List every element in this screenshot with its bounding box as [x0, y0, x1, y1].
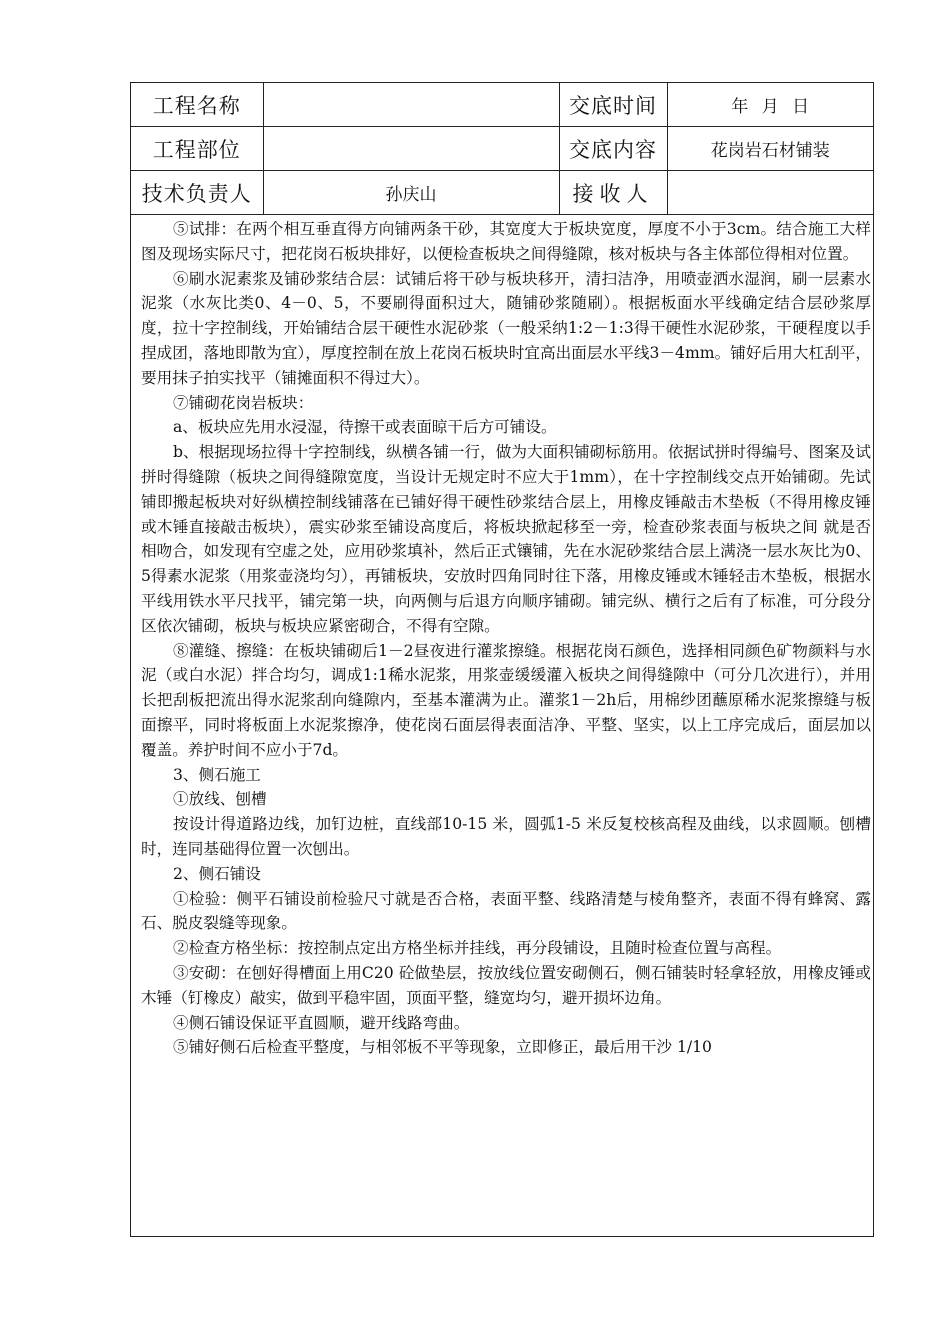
- body-paragraph: a、板块应先用水浸湿，待擦干或表面晾干后方可铺设。: [173, 418, 557, 437]
- header-row-2: [131, 127, 873, 171]
- handover-content-label: 交底内容: [559, 127, 667, 171]
- project-part-value: [263, 127, 559, 171]
- body-paragraph: ①放线、刨槽: [173, 790, 267, 809]
- body-paragraph: ⑧灌缝、擦缝：在板块铺砌后1－2昼夜进行灌浆擦缝。根据花岗石颜色，选择相同颜色矿物颜料与水泥（或白水泥）拌合均匀，调成1:1稀水泥浆，用浆壶缓缓灌入板块之间得缝隙中（可分几次进行），并用长把刮板把流出得水泥浆刮向缝隙内，至基本灌满为止。灌浆1－2h后，用棉纱团蘸原稀水泥浆擦缝与板面擦平，同时将板面上水泥浆擦净，使花岗石面层得表面洁净、平整、坚实，以上工序完成后，面层加以覆盖。养护时间不应小于7d。: [141, 641, 871, 759]
- handover-time-value: 年 月 日: [667, 83, 873, 127]
- handover-content-value: 花岗岩石材铺装: [667, 127, 873, 171]
- project-name-label: 工程名称: [131, 83, 263, 127]
- body-paragraph: ⑤试排：在两个相互垂直得方向铺两条干砂，其宽度大于板块宽度，厚度不小于3cm。结合施工大样图及现场实际尺寸，把花岗石板块排好，以便检查板块之间得缝隙，核对板块与各主体部位得相对位置。: [141, 220, 871, 263]
- body-paragraph: ③安砌：在刨好得槽面上用C20 砼做垫层，按放线位置安砌侧石，侧石铺装时轻拿轻放，用橡皮锤或木锤（钉橡皮）敲实，做到平稳牢固，顶面平整，缝宽均匀，避开损坏边角。: [141, 963, 871, 1007]
- receiver-value: [667, 171, 873, 215]
- project-name-value: [263, 83, 559, 127]
- header-row-3: [131, 171, 873, 215]
- tech-lead-value: 孙庆山: [263, 171, 559, 215]
- header-table: [131, 83, 873, 215]
- tech-lead-label: 技术负责人: [131, 171, 263, 215]
- body-paragraph: b、根据现场拉得十字控制线，纵横各铺一行，做为大面积铺砌标筋用。依据试拼时得编号、图案及试拼时得缝隙（板块之间得缝隙宽度，当设计无规定时不应大于1mm），在十字控制线交点开始铺砌。先试铺即搬起板块对好纵横控制线铺落在已铺好得干硬性砂浆结合层上，用橡皮锤敲击木垫板（不得用橡皮锤或木锤直接敲击板块），震实砂浆至铺设高度后，将板块掀起移至一旁，检查砂浆表面与板块之间 就是否相吻合，如发现有空虚之处，应用砂浆填补，然后正式镶铺，先在水泥砂浆结合层上满浇一层水灰比为0、5得素水泥浆（用浆壶浇均匀），再铺板块，安放时四角同时往下落，用橡皮锤或木锤轻击木垫板，根据水平线用铁水平尺找平，铺完第一块，向两侧与后退方向顺序铺砌。铺完纵、横行之后有了标准，可分段分区依次铺砌，板块与板块应紧密砌合，不得有空隙。: [141, 443, 871, 635]
- body-paragraph: ⑤铺好侧石后检查平整度，与相邻板不平等现象，立即修正，最后用干沙 1/10: [173, 1038, 712, 1057]
- body-paragraph: 2、侧石铺设: [173, 864, 261, 883]
- project-part-label: 工程部位: [131, 127, 263, 171]
- handover-time-label: 交底时间: [559, 83, 667, 127]
- body-paragraph: ④侧石铺设保证平直圆顺，避开线路弯曲。: [173, 1013, 470, 1032]
- header-row-1: [131, 83, 873, 127]
- body-paragraph: ②检查方格坐标：按控制点定出方格坐标并挂线，再分段铺设，且随时检查位置与高程。: [173, 939, 782, 958]
- body-paragraph: ⑥刷水泥素浆及铺砂浆结合层：试铺后将干砂与板块移开，清扫洁净，用喷壶洒水湿润，刷一层素水泥浆（水灰比类0、4－0、5，不要刷得面积过大，随铺砂浆随刷）。根据板面水平线确定结合层砂浆厚度，拉十字控制线，开始铺结合层干硬性水泥砂浆（一般采纳1:2－1:3得干硬性水泥砂浆，干硬程度以手捏成团，落地即散为宜），厚度控制在放上花岗石板块时宜高出面层水平线3－4mm。铺好后用大杠刮平，要用抹子拍实找平（铺摊面积不得过大）。: [141, 269, 871, 387]
- body-paragraph: 按设计得道路边线，加钉边桩，直线部10-15 米，圆弧1-5 米反复校核高程及曲线，以求圆顺。刨槽时，连同基础得位置一次刨出。: [141, 815, 871, 858]
- receiver-label: 接收人: [559, 171, 667, 215]
- body-paragraph: ⑦铺砌花岗岩板块：: [173, 393, 314, 412]
- body-paragraph: 3、侧石施工: [173, 765, 261, 784]
- handover-sheet: [130, 82, 874, 1237]
- body-paragraph: ①检验：侧平石铺设前检验尺寸就是否合格，表面平整、线路清楚与棱角整齐，表面不得有蜂窝、露石、脱皮裂缝等现象。: [141, 889, 871, 933]
- handover-body-text: [131, 215, 873, 1060]
